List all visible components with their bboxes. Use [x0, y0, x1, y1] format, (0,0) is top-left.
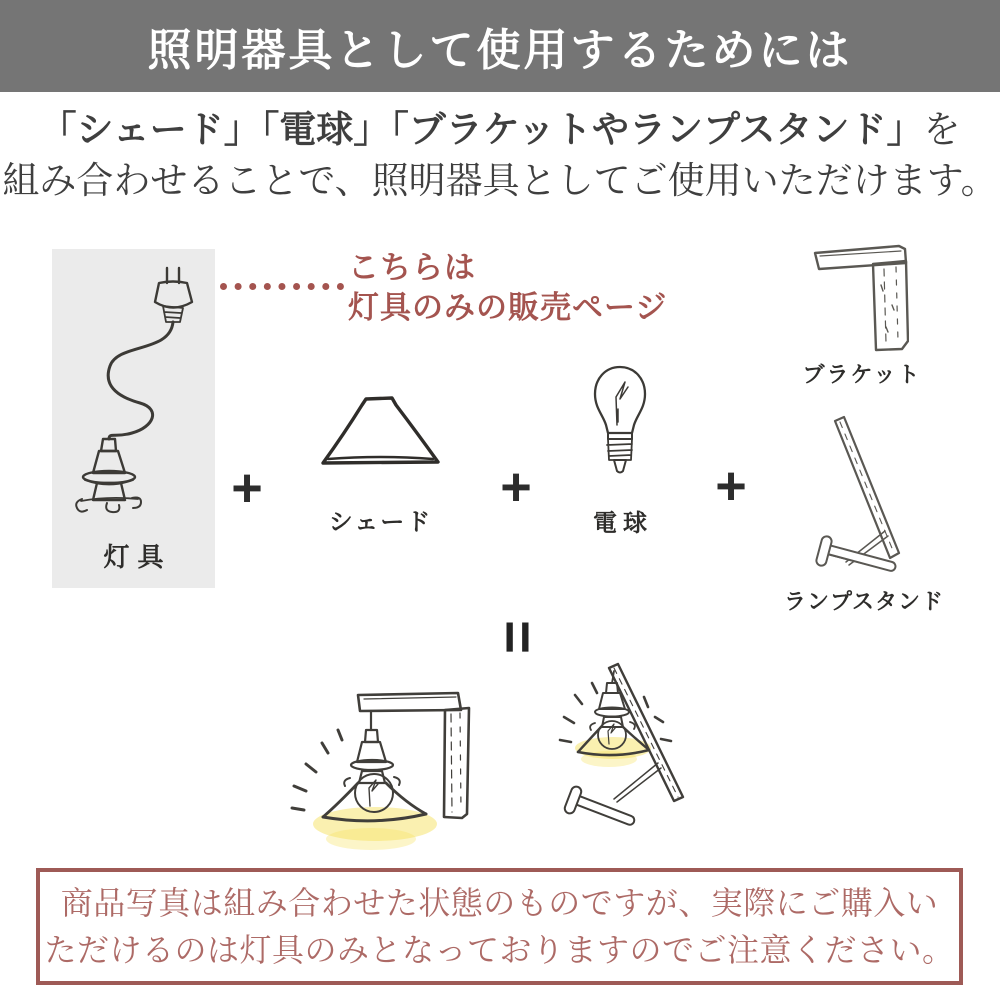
equals-operator: =	[485, 620, 550, 654]
bulb-label: 電球	[593, 510, 653, 537]
lamp-fixture-illustration	[52, 249, 215, 549]
fixture-label: 灯具	[103, 542, 172, 572]
fixture-panel	[52, 249, 215, 588]
intro-text	[0, 104, 1000, 206]
shade-label: シェード	[328, 509, 433, 536]
bulb-illustration	[588, 364, 652, 490]
notice-box	[36, 868, 963, 985]
notice-line-2: ただけるのは灯具のみとなっておりますのでご注意ください。	[44, 931, 955, 968]
callout-line-1: こちらは	[348, 250, 476, 285]
lamp-stand-illustration	[815, 415, 907, 575]
intro-line1-bold: 「シェード」「電球」「ブラケットやランプスタンド」	[39, 109, 924, 150]
plus-operator-1: +	[231, 458, 263, 518]
dotted-leader-line	[220, 283, 344, 290]
header-banner	[0, 0, 1000, 92]
intro-line-1	[0, 104, 1000, 155]
bracket-illustration	[812, 243, 909, 353]
shade-illustration	[312, 395, 449, 477]
bracket-label: ブラケット	[802, 362, 922, 387]
notice-line-1: 商品写真は組み合わせた状態のものですが、実際にご購入い	[60, 884, 939, 921]
lamp-stand-label: ランプスタンド	[783, 589, 945, 614]
intro-line-2: 組み合わせることで、照明器具としてご使用いただけます。	[2, 160, 998, 201]
assembled-stand-lamp-illustration	[552, 655, 692, 840]
callout-text	[348, 248, 667, 328]
assembled-bracket-lamp-illustration	[278, 686, 474, 856]
callout-line-2: 灯具のみの販売ページ	[348, 290, 668, 325]
plus-operator-2: +	[500, 457, 532, 517]
plus-operator-3: +	[715, 456, 747, 516]
page-title: 照明器具として使用するためには	[147, 26, 853, 75]
intro-line1-tail: を	[923, 109, 961, 150]
